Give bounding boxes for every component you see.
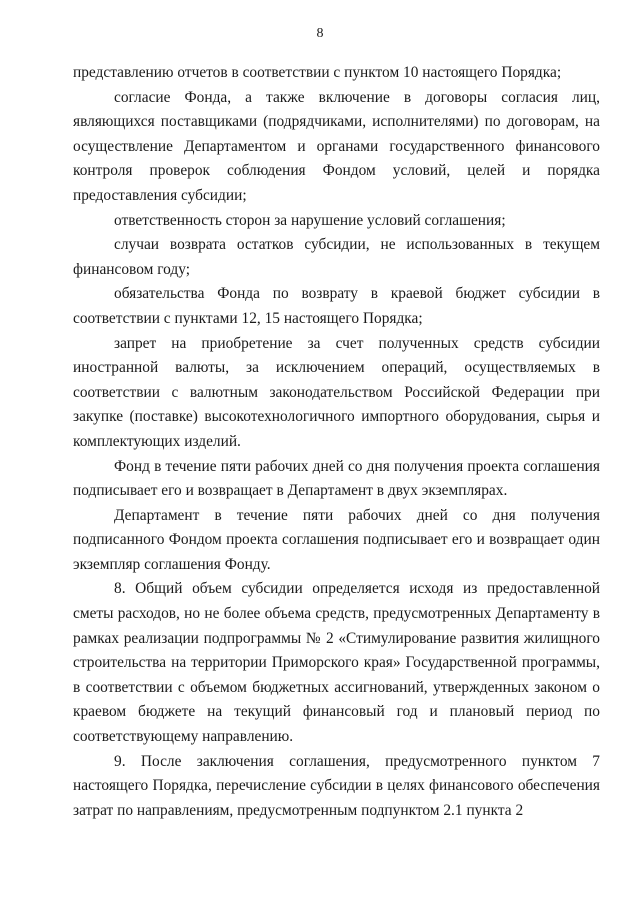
- page-number: 8: [316, 26, 324, 41]
- paragraph: Департамент в течение пяти рабочих дней со дня получения подписанного Фондом проекта соглашения подписывает его и возвращает один экземпляр соглашения Фонду.: [73, 506, 600, 573]
- paragraph: ответственность сторон за нарушение условий соглашения;: [114, 211, 506, 229]
- paragraph: запрет на приобретение за счет полученных средств субсидии иностранной валюты, за исключением операций, осуществляемых в соответствии с валютным законодательством Российской Федерации при закупке (поставке) высокотехнологичного импортного оборудования, сырья и комплектующих изделий.: [73, 334, 600, 450]
- paragraph: согласие Фонда, а также включение в договоры согласия лиц, являющихся поставщиками (подрядчиками, исполнителями) по договорам, на осуществление Департаментом и органами государственного финансового контроля проверок соблюдения Фондом условий, целей и порядка предоставления субсидии;: [73, 88, 600, 204]
- paragraph-continuation: представлению отчетов в соответствии с пунктом 10 настоящего Порядка;: [73, 64, 562, 81]
- paragraph-section-9: 9. После заключения соглашения, предусмотренного пунктом 7 настоящего Порядка, перечисление субсидии в целях финансового обеспечения затрат по направлениям, предусмотренным подпунктом 2.1 пункта 2: [73, 752, 600, 819]
- paragraph-section-8: 8. Общий объем субсидии определяется исходя из предоставленной сметы расходов, но не более объема средств, предусмотренных Департаменту в рамках реализации подпрограммы № 2 «Стимулирование развития жилищного строительства на территории Приморского края» Государственной программы, в соответствии с объемом бюджетных ассигнований, утвержденных законом о краевом бюджете на текущий финансовый год и плановый период по соответствующему направлению.: [73, 580, 600, 746]
- document-body: [73, 61, 600, 823]
- paragraph: обязательства Фонда по возврату в краевой бюджет субсидии в соответствии с пунктами 12, 15 настоящего Порядка;: [73, 285, 600, 327]
- paragraph: Фонд в течение пяти рабочих дней со дня получения проекта соглашения подписывает его и возвращает в Департамент в двух экземплярах.: [73, 457, 600, 500]
- paragraph: случаи возврата остатков субсидии, не использованных в текущем финансовом году;: [73, 236, 600, 278]
